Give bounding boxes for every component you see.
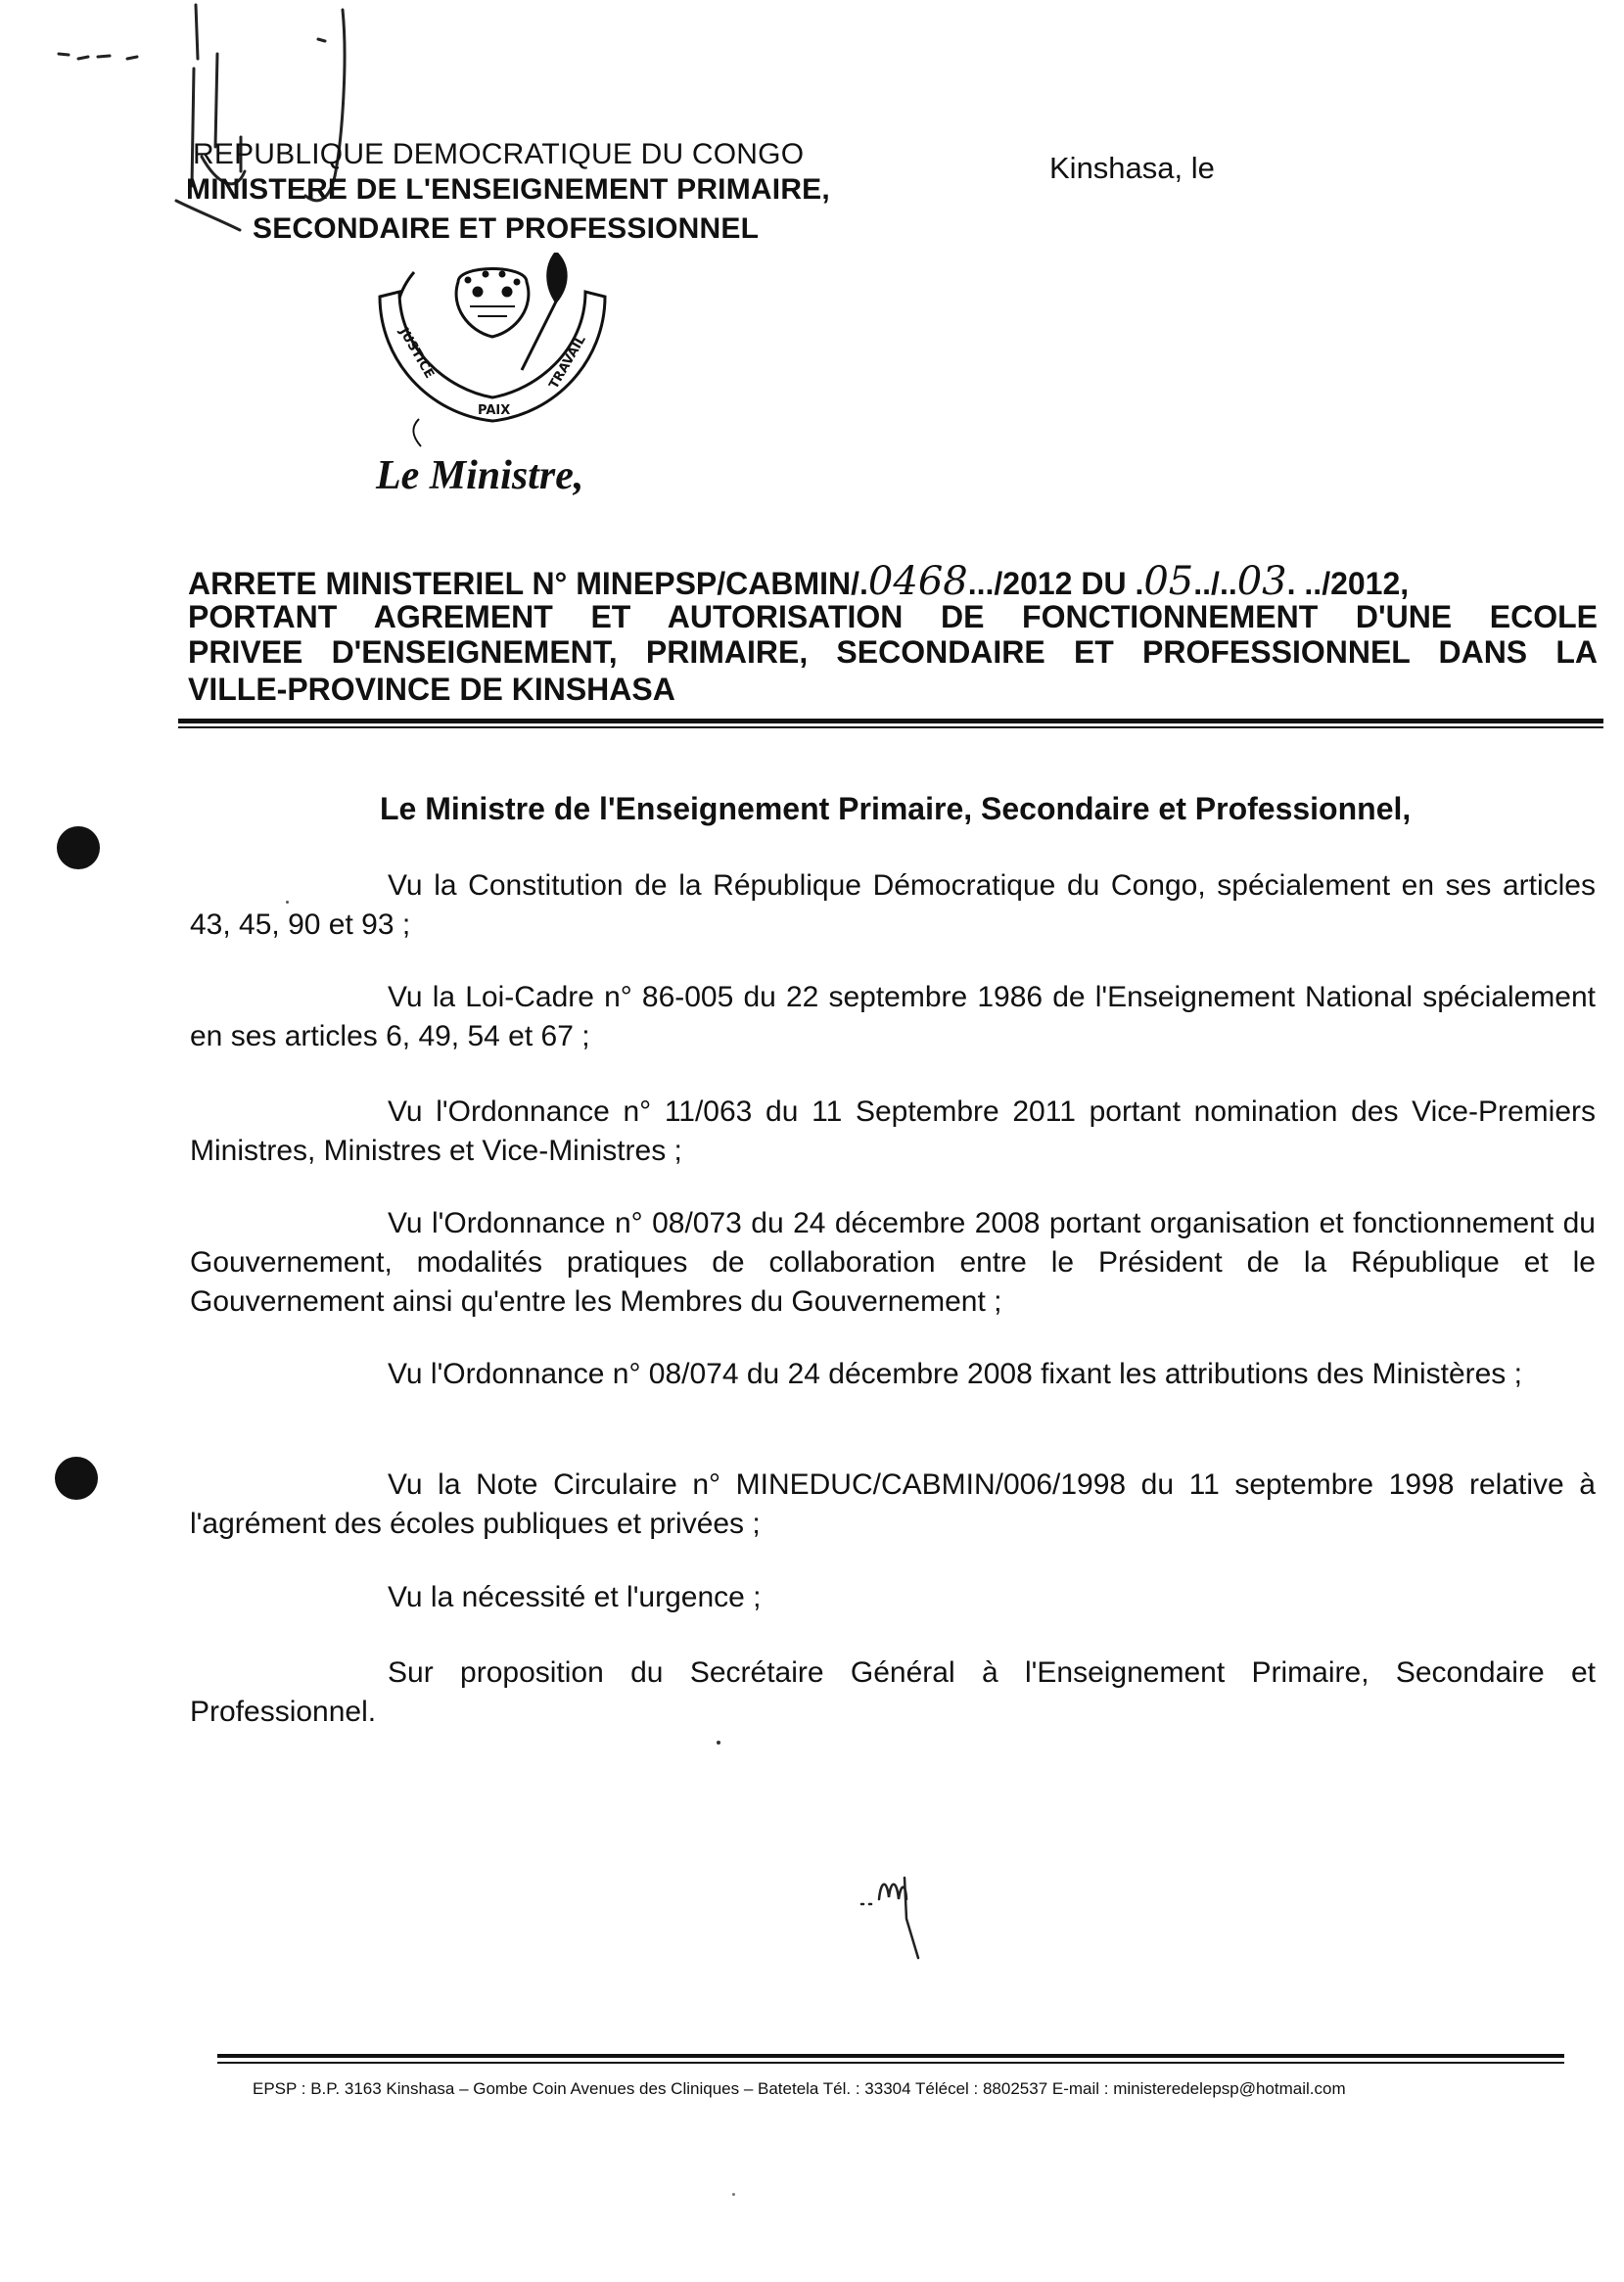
speck bbox=[717, 1741, 720, 1745]
paraph-signature-mark bbox=[852, 1860, 940, 1968]
paragraph-text: Vu l'Ordonnance n° 11/063 du 11 Septembre 2011 portant nomination des Vice-Premiers Ministres, Ministres et Vice-Ministres ; bbox=[190, 1095, 1596, 1167]
dots-5: . .. bbox=[1286, 566, 1322, 601]
decree-month-handwritten: 03 bbox=[1236, 559, 1287, 604]
decree-year-end: /2012, bbox=[1322, 566, 1410, 601]
title-rule-thin bbox=[178, 726, 1603, 728]
punch-hole-bottom bbox=[55, 1457, 98, 1500]
decree-title-line1 bbox=[188, 559, 1598, 604]
speck bbox=[286, 901, 289, 904]
paragraph-text: Vu l'Ordonnance n° 08/073 du 24 décembre 2008 portant organisation et fonctionnement du Gouvernement, modalités pratiques de collaboration entre le Président de la République et le Gouvernement ainsi qu'entre les Membres du Gouvernement ; bbox=[190, 1207, 1596, 1318]
header-ministry: MINISTERE DE L'ENSEIGNEMENT PRIMAIRE, bbox=[186, 173, 830, 206]
decree-number-handwritten: 0468 bbox=[867, 559, 968, 604]
signatory-title: Le Ministre, bbox=[376, 453, 584, 498]
speck bbox=[732, 2193, 735, 2196]
coat-of-arms-icon bbox=[360, 253, 625, 448]
paragraph-note-circulaire bbox=[190, 1466, 1596, 1544]
emblem-motto-left: JUSTICE bbox=[395, 325, 437, 382]
place-date-label: Kinshasa, le bbox=[1049, 151, 1215, 185]
emblem-motto-right: TRAVAIL bbox=[546, 333, 589, 392]
paragraph-text: Sur proposition du Secrétaire Général à l'Enseignement Primaire, Secondaire et Professionnel. bbox=[190, 1656, 1596, 1728]
decree-title-line2: PORTANT AGREMENT ET AUTORISATION DE FONCTIONNEMENT D'UNE ECOLE bbox=[188, 599, 1598, 634]
paragraph-urgence bbox=[190, 1578, 1596, 1617]
title-rule-thick bbox=[178, 719, 1603, 723]
paragraph-ordonnance-08-073 bbox=[190, 1204, 1596, 1322]
header-republic: REPUBLIQUE DEMOCRATIQUE DU CONGO bbox=[193, 138, 805, 170]
footer-rule-thick bbox=[217, 2054, 1564, 2058]
paragraph-text: Vu l'Ordonnance n° 08/074 du 24 décembre 2008 fixant les attributions des Ministères ; bbox=[388, 1358, 1522, 1390]
decree-year-part: /2012 DU bbox=[994, 566, 1136, 601]
dots-4: ../.. bbox=[1193, 566, 1237, 601]
paragraph-text: Vu la Loi-Cadre n° 86-005 du 22 septembre 1986 de l'Enseignement National spécialement en ses articles 6, 49, 54 et 67 ; bbox=[190, 981, 1596, 1052]
paragraph-ordonnance-08-074 bbox=[190, 1355, 1596, 1394]
paragraph-constitution bbox=[190, 866, 1596, 945]
header-ministry-sub: SECONDAIRE ET PROFESSIONNEL bbox=[253, 212, 760, 245]
dots-1: . bbox=[859, 566, 868, 601]
footer-rule-thin bbox=[217, 2062, 1564, 2064]
paragraph-loi-cadre bbox=[190, 978, 1596, 1056]
decree-day-handwritten: 05 bbox=[1143, 559, 1194, 604]
decree-title-line3: PRIVEE D'ENSEIGNEMENT, PRIMAIRE, SECONDAIRE ET PROFESSIONNEL DANS LA bbox=[188, 634, 1598, 670]
paragraph-text: Vu la Note Circulaire n° MINEDUC/CABMIN/006/1998 du 11 septembre 1998 relative à l'agrément des écoles publiques et privées ; bbox=[190, 1468, 1596, 1540]
punch-hole-top bbox=[57, 826, 100, 869]
decree-prefix: ARRETE MINISTERIEL N° MINEPSP/CABMIN/ bbox=[188, 566, 860, 601]
minister-intro: Le Ministre de l'Enseignement Primaire, Secondaire et Professionnel, bbox=[380, 791, 1412, 826]
paragraph-ordonnance-11-063 bbox=[190, 1093, 1596, 1171]
emblem-motto-bottom: PAIX bbox=[478, 403, 511, 418]
paragraph-proposition bbox=[190, 1653, 1596, 1732]
dots-2: ... bbox=[967, 566, 995, 601]
decree-title-line4: VILLE-PROVINCE DE KINSHASA bbox=[188, 672, 675, 707]
paragraph-text: Vu la nécessité et l'urgence ; bbox=[388, 1581, 762, 1613]
paragraph-text: Vu la Constitution de la République Démocratique du Congo, spécialement en ses articles 43, 45, 90 et 93 ; bbox=[190, 869, 1596, 941]
dots-3: . bbox=[1135, 566, 1144, 601]
footer-address: EPSP : B.P. 3163 Kinshasa – Gombe Coin Avenues des Cliniques – Batetela Tél. : 33304 Télécel : 8802537 E-mail : ministeredelepsp@hotmail.com bbox=[253, 2079, 1346, 2098]
